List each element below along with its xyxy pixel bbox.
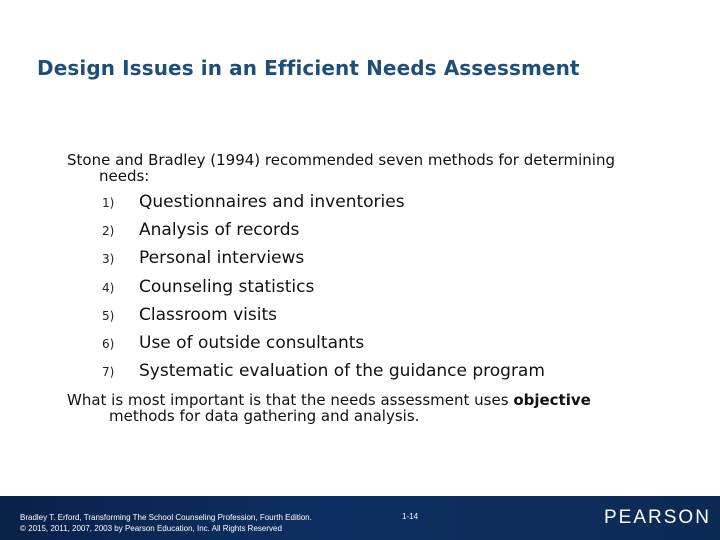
list-item-text: Classroom visits	[139, 304, 277, 325]
list-item-text: Analysis of records	[139, 220, 300, 241]
intro-paragraph	[67, 152, 707, 184]
intro-line-1: Stone and Bradley (1994) recommended seven methods for determining	[67, 151, 615, 169]
closing-paragraph	[67, 392, 707, 424]
list-item-number: 2)	[102, 224, 115, 239]
intro-line-2: needs:	[99, 167, 150, 185]
list-item-text: Questionnaires and inventories	[139, 192, 405, 212]
footer-bar	[0, 496, 720, 540]
list-item-number: 3)	[102, 252, 115, 267]
list-item-number: 6)	[102, 336, 115, 351]
list-item-number: 7)	[102, 365, 115, 380]
page-number: 1-14	[402, 512, 419, 521]
list-item-number: 5)	[102, 308, 115, 323]
list-item-text: Systematic evaluation of the guidance program	[139, 361, 545, 382]
list-item-number: 1)	[102, 196, 115, 210]
closing-line-1: What is most important is that the needs assessment uses	[67, 391, 514, 409]
footer-citation	[20, 512, 312, 534]
closing-line-2: methods for data gathering and analysis.	[109, 407, 420, 425]
citation-line-1: Bradley T. Erford, Transforming The School Counseling Profession, Fourth Edition.	[20, 513, 312, 522]
list-item-text: Use of outside consultants	[139, 332, 365, 353]
slide-title: Design Issues in an Efficient Needs Assessment	[37, 56, 580, 80]
citation-line-2: © 2015, 2011, 2007, 2003 by Pearson Education, Inc. All Rights Reserved	[20, 524, 282, 533]
list-item-number: 4)	[102, 280, 115, 295]
closing-emphasis: objective	[513, 391, 591, 409]
list-item-text: Counseling statistics	[139, 276, 315, 297]
pearson-logo: PEARSON	[604, 507, 711, 528]
list-item-text: Personal interviews	[139, 248, 305, 269]
